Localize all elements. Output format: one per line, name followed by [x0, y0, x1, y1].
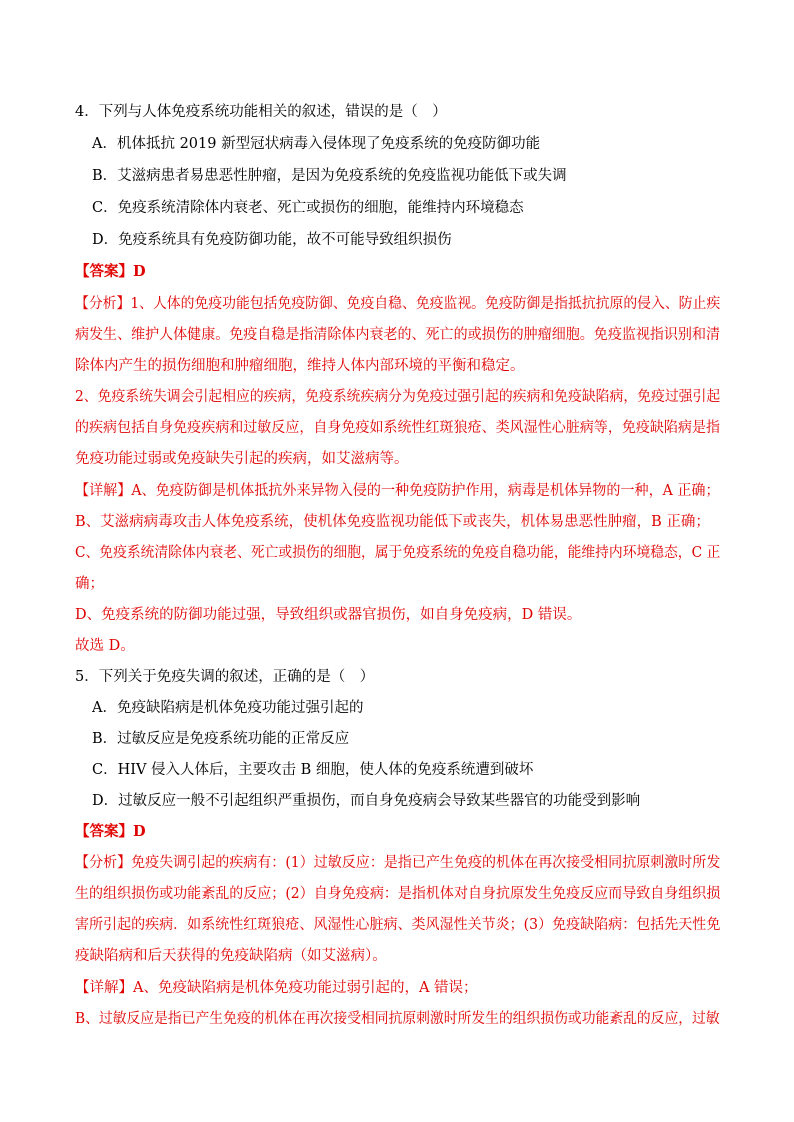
q5-analysis-line: 生的组织损伤或功能紊乱的反应；(2）自身免疫病：是指机体对自身抗原发生免疫反应而导致自身组织损 [75, 886, 721, 902]
q4-analysis-line: 免疫功能过弱或免疫缺失引起的疾病，如艾滋病等。 [75, 451, 409, 467]
q4-option-b: B．艾滋病患者易患恶性肿瘤，是因为免疫系统的免疫监视功能低下或失调 [92, 168, 567, 184]
q4-analysis-line: 2、免疫系统失调会引起相应的疾病，免疫系统疾病分为免疫过强引起的疾病和免疫缺陷病，免疫过强引起 [75, 389, 721, 405]
q4-stem: 4．下列与人体免疫系统功能相关的叙述，错误的是（ ） [75, 104, 447, 120]
q4-analysis-line: 的疾病包括自身免疫疾病和过敏反应，自身免疫如系统性红斑狼疮、类风湿性心脏病等，免疫缺陷病是指 [75, 420, 720, 436]
q4-detail-line: B、艾滋病病毒攻击人体免疫系统，使机体免疫监视功能低下或丧失，机体易患恶性肿瘤，B 正确； [75, 514, 710, 530]
q4-option-c: C．免疫系统清除体内衰老、死亡或损伤的细胞，能维持内环境稳态 [92, 200, 524, 216]
q5-option-b: B．过敏反应是免疫系统功能的正常反应 [92, 731, 350, 747]
q4-detail-line: 确； [75, 576, 104, 592]
q4-detail-line: 故选 D。 [75, 638, 135, 654]
q5-analysis-line: 疫缺陷病和后天获得的免疫缺陷病（如艾滋病）。 [75, 948, 387, 964]
q5-analysis-line: 害所引起的疾病．如系统性红斑狼疮、风湿性心脏病、类风湿性关节炎；(3）免疫缺陷病：包括先天性免 [75, 917, 721, 933]
q4-option-a: A．机体抵抗 2019 新型冠状病毒入侵体现了免疫系统的免疫防御功能 [92, 136, 541, 152]
q4-answer: 【答案】D [75, 263, 146, 280]
q4-analysis-line: 除体内产生的损伤细胞和肿瘤细胞，维持人体内部环境的平衡和稳定。 [75, 358, 525, 374]
q4-analysis-line: 病发生、维护人体健康。免疫自稳是指清除体内衰老的、死亡的或损伤的肿瘤细胞。免疫监视指识别和清 [75, 327, 720, 343]
q5-option-a: A．免疫缺陷病是机体免疫功能过强引起的 [92, 700, 364, 716]
q5-option-c: C．HIV 侵入人体后，主要攻击 B 细胞，使人体的免疫系统遭到破坏 [92, 762, 534, 778]
q4-option-d: D．免疫系统具有免疫防御功能，故不可能导致组织损伤 [92, 232, 452, 248]
q5-detail-line: B、过敏反应是指已产生免疫的机体在再次接受相同抗原刺激时所发生的组织损伤或功能紊乱的反应，过敏 [75, 1011, 720, 1027]
q4-detail-line: 【详解】A、免疫防御是机体抵抗外来异物入侵的一种免疫防护作用，病毒是机体异物的一种，A 正确； [75, 483, 720, 499]
q4-analysis-line: 【分析】1、人体的免疫功能包括免疫防御、免疫自稳、免疫监视。免疫防御是指抵抗抗原的侵入、防止疾 [75, 296, 721, 312]
q5-detail-line: 【详解】A、免疫缺陷病是机体免疫功能过弱引起的，A 错误； [75, 980, 478, 996]
q5-option-d: D．过敏反应一般不引起组织严重损伤，而自身免疫病会导致某些器官的功能受到影响 [92, 793, 641, 809]
q5-stem: 5．下列关于免疫失调的叙述，正确的是（ ） [75, 669, 375, 685]
q5-answer: 【答案】D [75, 823, 146, 840]
q5-analysis-line: 【分析】免疫失调引起的疾病有：(1）过敏反应：是指已产生免疫的机体在再次接受相同抗原刺激时所发 [75, 855, 721, 871]
q4-detail-line: D、免疫系统的防御功能过强，导致组织或器官损伤，如自身免疫病，D 错误。 [75, 607, 582, 623]
q4-detail-line: C、免疫系统清除体内衰老、死亡或损伤的细胞，属于免疫系统的免疫自稳功能，能维持内环境稳态，C 正 [75, 545, 721, 561]
